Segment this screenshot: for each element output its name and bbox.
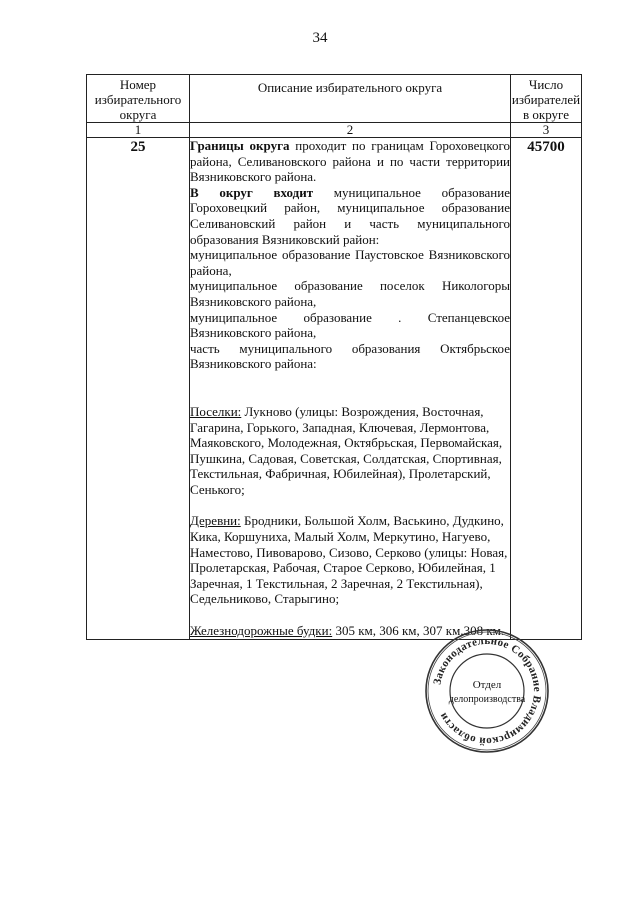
header-district-number-line1: Номер <box>119 77 157 92</box>
desc-line: Селивановский район и часть муниципального <box>190 215 510 231</box>
desc-line: Наместово, Пивоварово, Сизово, Серково (улицы: Новая, <box>190 544 508 560</box>
office-stamp <box>424 628 550 754</box>
stamp-center-line2: делопроизводства <box>448 694 526 705</box>
desc-line <box>190 404 510 420</box>
desc-line: муниципальное образование Паустовское Вязниковского <box>190 247 510 263</box>
header-voters-line1: Число <box>528 77 564 92</box>
header-description: Описание избирательного округа <box>190 75 511 123</box>
spacer <box>190 607 510 623</box>
desc-line: района, Селивановского района и по части территории <box>190 153 510 169</box>
desc-line <box>190 185 510 201</box>
stamp-outer-ring-thin <box>428 632 546 750</box>
column-number-row <box>87 123 582 138</box>
desc-line: Пролетарская, Рабочая, Старое Серково, Юбилейная, 1 <box>190 560 496 576</box>
desc-line: Вязниковского района, <box>190 293 317 309</box>
desc-line: Вязниковского района: <box>190 356 317 372</box>
district-description <box>190 138 511 640</box>
district-table <box>86 74 582 640</box>
boundary-label: Границы округа <box>190 138 290 153</box>
desc-line: Маяковского, Молодежная, Октябрьская, Первомайская, <box>190 435 503 451</box>
desc-text: проходит по границам Гороховецкого <box>289 138 510 153</box>
desc-line: Гагарина, Горького, Западная, Ключевая, Лермонтова, <box>190 419 490 435</box>
spacer <box>190 372 510 388</box>
desc-line: Текстильная, Фабричная, Юбилейная), Пролетарский, <box>190 466 491 482</box>
desc-line: района, <box>190 262 232 278</box>
desc-line <box>190 138 510 154</box>
spacer <box>190 388 510 404</box>
header-voters <box>511 75 582 123</box>
desc-line: Сенького; <box>190 481 245 497</box>
desc-text: Лукново (улицы: Возрождения, Восточная, <box>241 403 484 419</box>
desc-line: образования Вязниковский район: <box>190 231 380 247</box>
includes-label: В округ входит <box>190 184 314 200</box>
column-number-2: 2 <box>190 123 511 138</box>
stamp-outer-ring <box>426 630 548 752</box>
desc-line: Вязниковского района, <box>190 325 317 341</box>
desc-line: муниципальное образование поселок Никологоры <box>190 278 510 294</box>
table-header-row <box>87 75 582 123</box>
desc-text: Бродники, Большой Холм, Васькино, Дудкино, <box>240 513 504 529</box>
desc-line: Гороховецкий район, муниципальное образование <box>190 200 510 216</box>
settlements-label: Поселки: <box>190 403 242 419</box>
column-number-1: 1 <box>87 123 190 138</box>
desc-text: 305 км, 306 км, 307 км,308 км. <box>332 623 505 639</box>
district-number-value: 25 <box>87 138 190 640</box>
stamp-ring-text: Законодательное Собрание Владимирской области <box>431 634 544 748</box>
railway-label: Железнодорожные будки: <box>190 623 333 639</box>
desc-text: муниципальное образование <box>313 184 510 200</box>
stamp-inner-ring <box>450 654 524 728</box>
desc-line: часть муниципального образования Октябрьское <box>190 340 510 356</box>
stamp-center-line1: Отдел <box>472 679 502 691</box>
column-number-3: 3 <box>511 123 582 138</box>
desc-line: Заречная, 1 Текстильная, 2 Заречная, 2 Текстильная), <box>190 575 483 591</box>
desc-line: Пушкина, Садовая, Советская, Солдатская, Спортивная, <box>190 450 502 466</box>
desc-line: Седельниково, Старыгино; <box>190 591 340 607</box>
header-voters-line3: в округе <box>523 107 569 122</box>
header-voters-line2: избирателей <box>511 92 581 107</box>
spacer <box>190 497 510 513</box>
villages-label: Деревни: <box>190 513 241 529</box>
page-number: 34 <box>312 30 328 46</box>
stamp-seal <box>424 628 550 754</box>
voters-count-value: 45700 <box>511 138 582 640</box>
desc-line: Кика, Коршуниха, Малый Холм, Меркутино, Нагуево, <box>190 529 491 545</box>
desc-line: муниципальное образование . Степанцевское <box>190 309 510 325</box>
header-district-number-line2: избирательного <box>94 92 182 107</box>
desc-line <box>190 513 510 529</box>
header-district-number <box>87 75 190 123</box>
header-district-number-line3: округа <box>119 107 157 122</box>
desc-line: Вязниковского района. <box>190 169 317 185</box>
table-row <box>87 138 582 640</box>
